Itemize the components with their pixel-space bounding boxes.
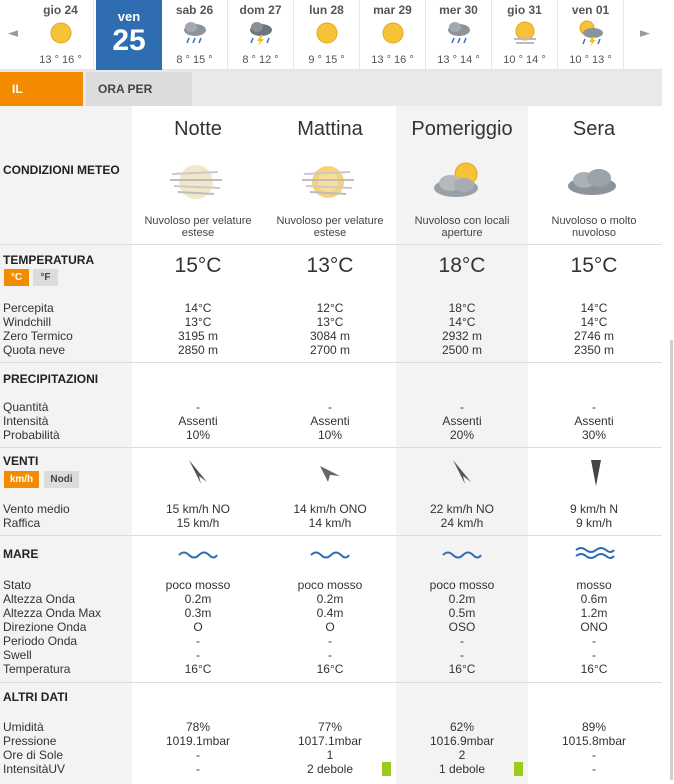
intensity-evening: Assenti xyxy=(574,414,614,428)
temp-night: 15°C xyxy=(174,254,222,277)
uv-morning: 2 debole xyxy=(306,762,354,776)
uv-afternoon: 1 debole xyxy=(438,762,486,776)
snow-night: 2850 m xyxy=(177,343,219,357)
conditions-title: CONDIZIONI METEO xyxy=(3,163,120,177)
perceived-morning: 12°C xyxy=(316,301,344,315)
quantity-evening: - xyxy=(592,400,596,414)
label-snow: Quota neve xyxy=(3,343,66,357)
state-evening: mosso xyxy=(576,578,612,592)
day-name: dom 27 xyxy=(239,3,282,17)
sea-temp-morning: 16°C xyxy=(316,662,344,676)
wave-icon xyxy=(178,548,218,562)
unit-fahrenheit-button[interactable]: °F xyxy=(33,269,58,286)
sun-morning: 1 xyxy=(326,748,334,762)
scrollbar[interactable] xyxy=(670,340,673,780)
period-val-morning: - xyxy=(328,634,332,648)
period-val-afternoon: - xyxy=(460,634,464,648)
wave-icon xyxy=(310,548,350,562)
intensity-morning: Assenti xyxy=(310,414,350,428)
pressure-night: 1019.1mbar xyxy=(165,734,231,748)
condition-desc-morning: Nuvoloso per velature estese xyxy=(276,215,384,239)
height-evening: 0.6m xyxy=(580,592,608,606)
period-afternoon: Pomeriggio xyxy=(411,118,513,140)
period-evening: Sera xyxy=(572,118,616,140)
day-mer-30[interactable] xyxy=(426,0,492,70)
sea-temp-night: 16°C xyxy=(184,662,212,676)
avg-wind-evening: 9 km/h N xyxy=(569,502,618,516)
label-state: Stato xyxy=(3,578,32,592)
rain-cloud-icon xyxy=(445,19,473,47)
day-temps: 13 ° 16 ° xyxy=(39,54,82,66)
day-gio-24[interactable] xyxy=(28,0,94,70)
veiled-moon-icon xyxy=(166,158,226,206)
label-perceived: Percepita xyxy=(3,301,54,315)
sun-night: - xyxy=(196,748,200,762)
label-avg-wind: Vento medio xyxy=(3,502,70,516)
day-gio-31[interactable] xyxy=(492,0,558,70)
condition-desc-afternoon: Nuvoloso con locali aperture xyxy=(414,215,510,239)
max-morning: 0.4m xyxy=(316,606,344,620)
cloudy-icon xyxy=(562,158,622,206)
veiled-sun-icon xyxy=(298,158,358,206)
temp-afternoon: 18°C xyxy=(438,254,486,277)
day-lun-28[interactable] xyxy=(294,0,360,70)
perceived-evening: 14°C xyxy=(580,301,608,315)
height-night: 0.2m xyxy=(184,592,212,606)
dir-night: O xyxy=(193,620,203,634)
day-name: ven 01 xyxy=(571,3,610,17)
pressure-morning: 1017.1mbar xyxy=(297,734,363,748)
temperature-title: TEMPERATURA xyxy=(3,253,95,267)
temp-morning: 13°C xyxy=(306,254,354,277)
label-sun-hours: Ore di Sole xyxy=(3,748,64,762)
conditions-section xyxy=(0,106,662,245)
probability-evening: 30% xyxy=(581,428,607,442)
gust-night: 15 km/h xyxy=(176,516,220,530)
wind-arrow-icon xyxy=(451,458,473,486)
partly-cloudy-icon xyxy=(430,158,490,206)
label-quantity: Quantità xyxy=(3,400,49,414)
dir-morning: O xyxy=(325,620,335,634)
condition-desc-night: Nuvoloso per velature estese xyxy=(144,215,252,239)
humidity-morning: 77% xyxy=(317,720,343,734)
label-pressure: Pressione xyxy=(3,734,57,748)
day-ven-01[interactable] xyxy=(558,0,624,70)
sea-temp-evening: 16°C xyxy=(580,662,608,676)
height-afternoon: 0.2m xyxy=(448,592,476,606)
uv-evening: - xyxy=(592,762,596,776)
day-temps: 8 ° 15 ° xyxy=(176,54,213,66)
label-windchill: Windchill xyxy=(3,315,52,329)
day-name: ven xyxy=(117,9,141,24)
zero-evening: 2746 m xyxy=(573,329,615,343)
unit-kmh-button[interactable]: km/h xyxy=(4,471,39,488)
height-morning: 0.2m xyxy=(316,592,344,606)
wind-arrow-icon xyxy=(585,458,607,486)
day-temps: 9 ° 15 ° xyxy=(308,54,345,66)
label-wave-dir: Direzione Onda xyxy=(3,620,87,634)
quantity-night: - xyxy=(196,400,200,414)
snow-afternoon: 2500 m xyxy=(441,343,483,357)
precipitation-section xyxy=(0,363,662,448)
unit-knots-button[interactable]: Nodi xyxy=(44,471,79,488)
dir-afternoon: OSO xyxy=(448,620,476,634)
unit-celsius-button[interactable]: °C xyxy=(4,269,29,286)
windchill-evening: 14°C xyxy=(580,315,608,329)
max-night: 0.3m xyxy=(184,606,212,620)
day-temps: 13 ° 14 ° xyxy=(437,54,480,66)
day-name: lun 28 xyxy=(309,3,344,17)
view-tabs xyxy=(0,70,662,106)
sea-temp-afternoon: 16°C xyxy=(448,662,476,676)
day-strip xyxy=(0,0,662,70)
gust-evening: 9 km/h xyxy=(575,516,612,530)
max-evening: 1.2m xyxy=(580,606,608,620)
temp-evening: 15°C xyxy=(570,254,618,277)
wind-arrow-icon xyxy=(319,458,341,486)
uv-night: - xyxy=(196,762,200,776)
day-name: gio 31 xyxy=(507,3,542,17)
dir-evening: ONO xyxy=(580,620,608,634)
avg-wind-morning: 14 km/h ONO xyxy=(293,502,367,516)
state-afternoon: poco mosso xyxy=(429,578,495,592)
day-mar-29[interactable] xyxy=(360,0,426,70)
humidity-night: 78% xyxy=(185,720,211,734)
period-night: Notte xyxy=(174,118,222,140)
sun-icon xyxy=(313,19,341,47)
uv-indicator xyxy=(514,762,523,776)
temperature-section xyxy=(0,245,662,363)
day-dom-27[interactable] xyxy=(228,0,294,70)
swell-afternoon: - xyxy=(460,648,464,662)
windchill-afternoon: 14°C xyxy=(448,315,476,329)
tab-il-giorno[interactable]: IL xyxy=(0,72,83,106)
day-temps: 13 ° 16 ° xyxy=(371,54,414,66)
pressure-afternoon: 1016.9mbar xyxy=(429,734,495,748)
other-data-section xyxy=(0,683,662,784)
sun-storm-icon xyxy=(577,19,605,47)
intensity-afternoon: Assenti xyxy=(442,414,482,428)
swell-evening: - xyxy=(592,648,596,662)
prev-day-arrow[interactable]: ◄ xyxy=(8,26,18,41)
day-temps: 10 ° 14 ° xyxy=(503,54,546,66)
sea-section xyxy=(0,536,662,683)
state-night: poco mosso xyxy=(165,578,231,592)
perceived-night: 14°C xyxy=(184,301,212,315)
swell-morning: - xyxy=(328,648,332,662)
swell-night: - xyxy=(196,648,200,662)
probability-night: 10% xyxy=(185,428,211,442)
probability-afternoon: 20% xyxy=(449,428,475,442)
period-val-evening: - xyxy=(592,634,596,648)
label-swell: Swell xyxy=(3,648,32,662)
precipitation-title: PRECIPITAZIONI xyxy=(3,372,99,386)
probability-morning: 10% xyxy=(317,428,343,442)
day-temps: 10 ° 13 ° xyxy=(569,54,612,66)
day-name: mer 30 xyxy=(439,3,478,17)
label-probability: Probabilità xyxy=(3,428,60,442)
label-wave-height: Altezza Onda xyxy=(3,592,76,606)
quantity-afternoon: - xyxy=(460,400,464,414)
label-uv: IntensitàUV xyxy=(3,762,66,776)
windchill-night: 13°C xyxy=(184,315,212,329)
day-sab-26[interactable] xyxy=(162,0,228,70)
label-intensity: Intensità xyxy=(3,414,49,428)
sun-icon xyxy=(379,19,407,47)
sun-haze-icon xyxy=(511,19,539,47)
avg-wind-night: 15 km/h NO xyxy=(165,502,231,516)
zero-afternoon: 2932 m xyxy=(441,329,483,343)
rain-cloud-icon xyxy=(181,19,209,47)
humidity-afternoon: 62% xyxy=(449,720,475,734)
day-ven-25-selected[interactable] xyxy=(96,0,162,70)
uv-indicator xyxy=(382,762,391,776)
day-number: 25 xyxy=(112,24,146,57)
day-name: mar 29 xyxy=(373,3,412,17)
label-wave-max: Altezza Onda Max xyxy=(3,606,102,620)
zero-night: 3195 m xyxy=(177,329,219,343)
period-val-night: - xyxy=(196,634,200,648)
condition-desc-evening: Nuvoloso o molto nuvoloso xyxy=(551,215,637,239)
sea-title: MARE xyxy=(3,547,39,561)
period-morning: Mattina xyxy=(297,118,363,140)
gust-morning: 14 km/h xyxy=(308,516,352,530)
wave-icon xyxy=(442,548,482,562)
label-humidity: Umidità xyxy=(3,720,44,734)
state-morning: poco mosso xyxy=(297,578,363,592)
day-name: sab 26 xyxy=(175,3,214,17)
day-name: gio 24 xyxy=(43,3,78,17)
thunderstorm-icon xyxy=(247,19,275,47)
avg-wind-afternoon: 22 km/h NO xyxy=(429,502,495,516)
label-sea-temp: Temperatura xyxy=(3,662,71,676)
perceived-afternoon: 18°C xyxy=(448,301,476,315)
wind-arrow-icon xyxy=(187,458,209,486)
label-gust: Raffica xyxy=(3,516,41,530)
wind-title: VENTI xyxy=(3,454,39,468)
label-zero: Zero Termico xyxy=(3,329,73,343)
zero-morning: 3084 m xyxy=(309,329,351,343)
double-wave-icon xyxy=(575,546,615,560)
humidity-evening: 89% xyxy=(581,720,607,734)
sun-afternoon: 2 xyxy=(458,748,466,762)
quantity-morning: - xyxy=(328,400,332,414)
next-day-arrow[interactable]: ► xyxy=(640,26,650,41)
snow-evening: 2350 m xyxy=(573,343,615,357)
sun-evening: - xyxy=(592,748,596,762)
windchill-morning: 13°C xyxy=(316,315,344,329)
day-temps: 8 ° 12 ° xyxy=(242,54,279,66)
snow-morning: 2700 m xyxy=(309,343,351,357)
max-afternoon: 0.5m xyxy=(448,606,476,620)
intensity-night: Assenti xyxy=(178,414,218,428)
pressure-evening: 1015.8mbar xyxy=(561,734,627,748)
sun-icon xyxy=(47,19,75,47)
other-data-title: ALTRI DATI xyxy=(3,690,68,704)
wind-section xyxy=(0,448,662,536)
gust-afternoon: 24 km/h xyxy=(440,516,484,530)
label-wave-period: Periodo Onda xyxy=(3,634,78,648)
tab-ora-per-ora[interactable]: ORA PER xyxy=(86,72,192,106)
